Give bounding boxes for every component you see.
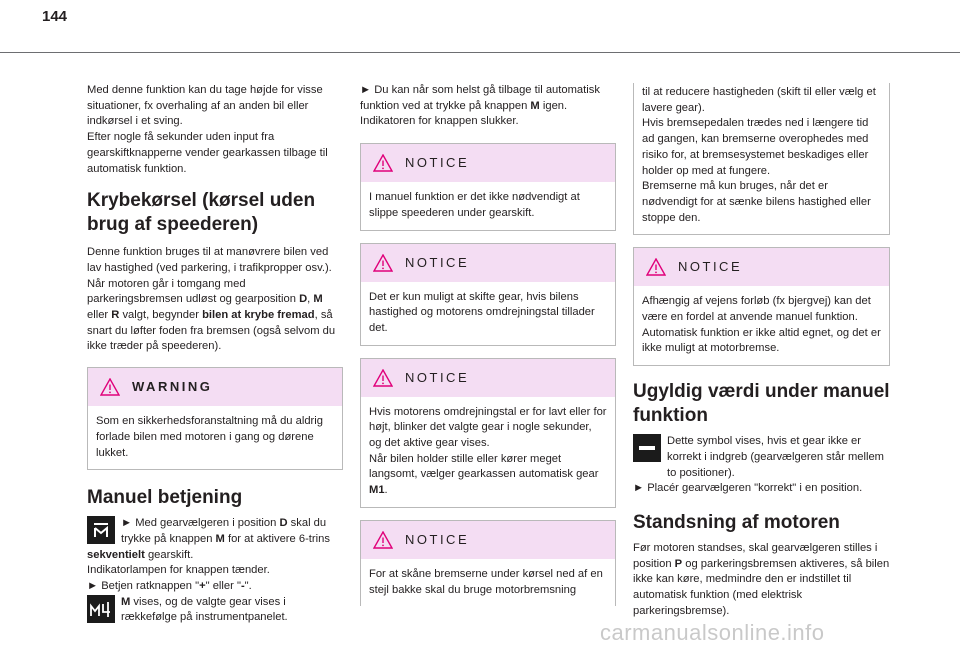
notice-title: NOTICE xyxy=(678,259,743,275)
notice-box-3 xyxy=(360,358,616,508)
notice-box-2 xyxy=(360,243,616,346)
invalid-row xyxy=(633,434,890,481)
heading-stop: Standsning af motoren xyxy=(633,511,840,533)
warning-box xyxy=(87,367,343,470)
notice-box-1 xyxy=(360,143,616,230)
notice-title: NOTICE xyxy=(405,254,470,270)
warning-header xyxy=(88,368,342,406)
notice-text-4: For at skåne bremserne under kørsel ned af en stejl bakke skal du bruge motorbremsning xyxy=(369,567,603,596)
heading-invalid: Ugyldig værdi under manuel funktion xyxy=(633,381,890,427)
heading-crawl: Krybekørsel (kørsel uden brug af speederen) xyxy=(87,190,316,236)
return-auto-text: ► Du kan når som helst gå tilbage til automatisk funktion ved at trykke på knappen M igen. Indikatoren for knappen slukker. xyxy=(360,83,616,130)
manual-display-row xyxy=(87,595,343,626)
intro-paragraph: Med denne funktion kan du tage højde for visse situationer, fx overhaling af an anden bil eller indkørsel i et sving. Efter nogle få sekunder uden input fra gearskiftknapperne vender gearkassen tilbage til automatisk funktion. xyxy=(87,84,328,175)
column-left xyxy=(87,83,343,626)
notice-title: NOTICE xyxy=(405,155,470,171)
manual-activate-text: ► Med gearvælgeren i position D skal du trykke på knappen M for at aktivere 6-trins xyxy=(121,516,343,547)
notice-text-5: Afhængig af vejens forløb (fx bjergvej) kan det være en fordel at anvende manuel funktion. Automatisk funktion er ikke altid egnet, og det er ikke muligt at motorbremse. xyxy=(642,295,881,355)
manual-activate-row xyxy=(87,516,343,547)
manual-paddle-text: ► Betjen ratknappen "+" eller "-". xyxy=(87,579,343,595)
notice-icon xyxy=(373,531,393,549)
column-right xyxy=(633,83,890,619)
heading-manual: Manuel betjening xyxy=(87,487,243,509)
notice-icon xyxy=(646,258,666,276)
warning-icon xyxy=(100,378,120,396)
warning-title: WARNING xyxy=(132,379,213,395)
notice-title: NOTICE xyxy=(405,531,470,547)
manual-gear-display-icon xyxy=(87,595,115,623)
notice-icon xyxy=(373,369,393,387)
notice-text-3: Hvis motorens omdrejningstal er for lavt eller for højt, blinker det valgte gear i nogle sekunder, og det aktive gear vises. Når bilen holder stille eller kører meget langsomt, vælger gearkassen automatisk gear M1. xyxy=(369,405,607,497)
manual-activate-cont: sekventielt gearskift. Indikatorlampen for knappen tænder. xyxy=(87,548,270,577)
invalid-text: Dette symbol vises, hvis et gear ikke er korrekt i indgreb (gearvælgeren står mellem to positioner). xyxy=(667,435,884,479)
header-divider xyxy=(0,52,960,53)
crawl-paragraph: Denne funktion bruges til at manøvrere bilen ved lav hastighed (ved parkering, i trafikpropper osv.). Når motoren går i tomgang med parkeringsbremsen udløst og gearposition D, M eller R valgt, begynder bilen at krybe fremad, så snart du løfter foden fra bremsen (også selvom du ikke træder på speederen). xyxy=(87,246,336,353)
notice-text-2: Det er kun muligt at skifte gear, hvis bilens hastighed og motorens omdrejningstal tillader det. xyxy=(369,290,595,334)
manual-mode-button-icon xyxy=(87,516,115,544)
invalid-gear-icon xyxy=(633,434,661,462)
watermark: carmanualsonline.info xyxy=(600,620,825,645)
notice-box-4 xyxy=(360,520,616,606)
notice-text-1: I manuel funktion er det ikke nødvendigt at slippe speederen under gearskift. xyxy=(369,191,580,219)
notice-box-5 xyxy=(633,247,890,366)
notice-box-4-continued xyxy=(633,83,890,235)
notice-icon xyxy=(373,154,393,172)
manual-display-text: M vises, og de valgte gear vises i rækkefølge på instrumentpanelet. xyxy=(121,595,288,624)
page-number: 144 xyxy=(42,8,68,25)
notice-icon xyxy=(373,254,393,272)
notice-text-4-cont: til at reducere hastigheden (skift til eller vælg et lavere gear). Hvis bremsepedalen trædes ned i længere tid ad gangen, kan bremserne overophedes med risiko for, at bremsesystemet beskadiges eller holder op med at fungere. Bremserne må kun bruges, når det er nødvendigt for at sænke bilens hastighed eller stoppe den. xyxy=(642,86,876,224)
column-middle xyxy=(360,83,616,606)
warning-text: Som en sikkerhedsforanstaltning må du aldrig forlade bilen med motoren i gang og dørene lukket. xyxy=(96,415,323,459)
invalid-bullet: ► Placér gearvælgeren "korrekt" i en position. xyxy=(633,481,890,497)
stop-text: Før motoren standses, skal gearvælgeren stilles i position P og parkeringsbremsen aktiveres, så bilen ikke kan køre, medmindre den er indstillet til automatisk funktion (med elektrisk parkeringsbremse). xyxy=(633,541,890,617)
notice-title: NOTICE xyxy=(405,369,470,385)
